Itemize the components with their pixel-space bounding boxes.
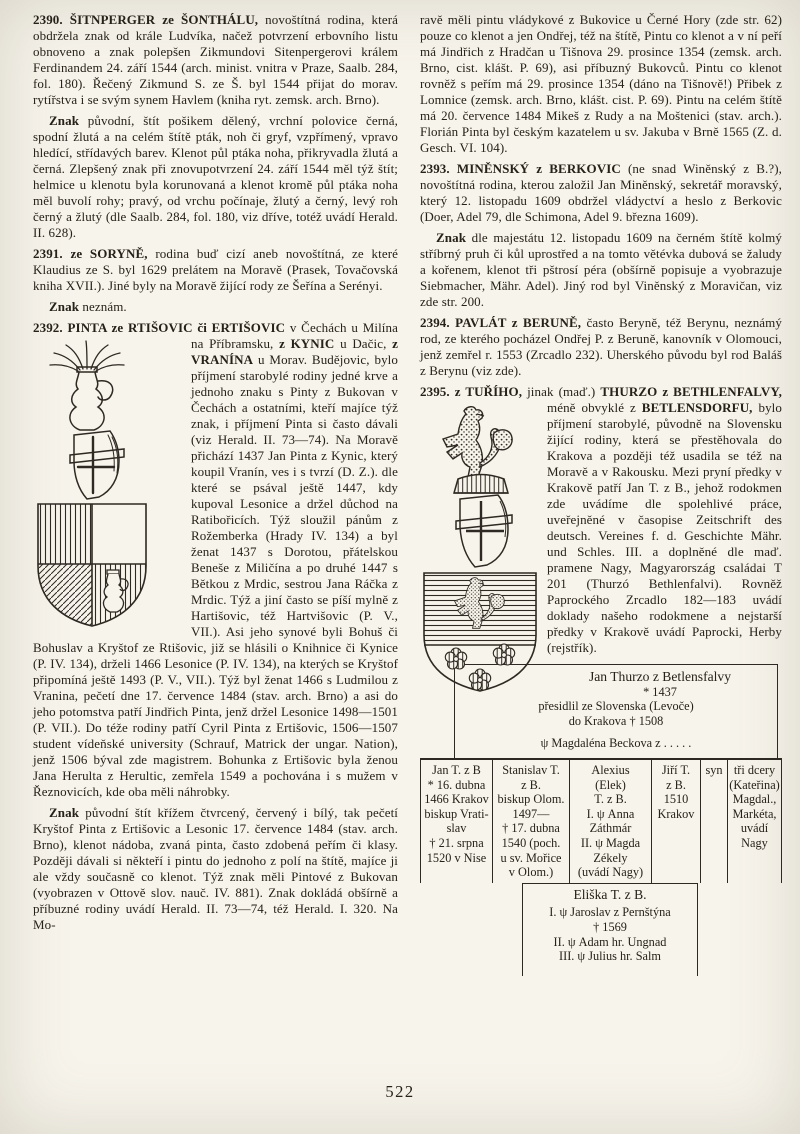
- text-line: (uvádí Nagy): [577, 865, 644, 880]
- text-line: Eliška T. z B.: [573, 886, 647, 902]
- text-segment: rodina buď cizí aneb novoštítná, ze které Klaudius ze S. byl 1629 prelátem na Moravě (Prasek, Tovačovská kniha XVII.). Jiné byly na Moravě žijící rody ze Šeřína a Serényi.: [33, 246, 398, 293]
- ancestor-move-line1: přesidlil ze Slovenska (Levoče): [538, 699, 694, 714]
- text-segment: u Dačic,: [334, 336, 393, 351]
- left-column: [33, 12, 398, 938]
- children-row: [420, 760, 782, 883]
- thurzo-coat-of-arms-illustration: [420, 403, 542, 695]
- pinta-coat-of-arms-illustration: [33, 340, 183, 632]
- text-segment: 2393. MINĚNSKÝ z BERKOVIC: [420, 161, 621, 176]
- text-line: † 21. srpna: [429, 835, 484, 850]
- child-cell-jiri: [652, 760, 701, 883]
- text-line: III. ψ Julius hr. Salm: [559, 949, 661, 964]
- page-number: 522: [385, 1082, 415, 1101]
- text-segment: často Beryně, též Berynu, neznámý rod, ze kterého pocházel Ondřej P. z Beruně, kanovník v Olomouci, jenž zemřel r. 1553 (Zrcadlo 232). Uherského původu byl rod Baláš z Berynu (viz zde).: [420, 315, 782, 378]
- text-segment: ravě měli pintu vládykové z Bukovice u Černé Hory (zde str. 62) pouze co klenot a jen Ondřej, též na štítě, Pintu co klenot a v ní peří má Jindřich z Hradčan u Tišnova 29. prosince 1354 (zemsk. arch. Brno, cist. klášt. P. 69), asi příbuzný Bukovců. Pintu co klenot rovněž s peřím má 29. prosince 1354 (dáno na Tišnově!) Přibek z Lomnice (zemsk. arch. Brno, klášt. cist. P. 69). Pintu na celém štítě má 20. července 1484 Mikeš z Rudy a na Moštenici (stav. arch.). Florián Pinta byl českým kazatelem u sv. Jakuba v Brně 1565 (Z. d. Gesch. VI. 104).: [420, 12, 782, 155]
- text-segment: původní, štít pošikem dělený, vrchní polovice černá, spodní žlutá a na celém štítě pták, noh či gryf, vzpřímený, vpravo hledící, střídavých barev. Klenot půl ptáka noha, přikryvadla žlutá a černá. Zlepšený znak při znovupotvrzení 24. září 1544 měl týž štít; helmice u klenotu byla korunovaná a klenot kromě půl ptáka noha měl buvolí rohy; pravý, od vrchu počínaje, žlutý a černý, levý roh černý a žlutý (dle Saalb. 284, fol. 180, viz dříve, totéž uvádí Herald. II. 628).: [33, 113, 398, 240]
- thurzo-arms-drawing: [420, 403, 540, 693]
- text-line: biskup Vrati-: [424, 806, 489, 821]
- text-line: II. ψ Adam hr. Ungnad: [553, 934, 667, 949]
- text-line: I. ψ Jaroslav z Pernštýna: [549, 905, 671, 920]
- text-segment: BETLENSDORFU,: [641, 400, 753, 415]
- text-segment: novoštítná rodina, která obdržela znak od krále Ludvíka, načež potvrzení erbovního listu obnoveno a znak polepšen Zikmundovi Sitenpergerovi králem Ferdinandem 24. září 1544 (arch. minist. vnitra v Praze, Saalb. 284, fol. 180). Řečený Zikmund S. ze Š. byl 1544 přijat do morav. rytířstva i se svým synem Havlem (kniha ryt. zemsk. arch. Brno).: [33, 12, 398, 107]
- entry-2395-paragraph: [420, 384, 782, 656]
- text-line: tři dcery: [733, 762, 776, 777]
- text-segment: původní štít křížem čtvrcený, červený i bílý, tak pečetí Kryštof Pinta z Ertišovic a Lesonic 17. července 1484 (stav. arch. Brno), klenot nádoba, zvaná pinta, často zdobená peřím či klasy. Později dávali si někteří i pintu do jednoho z polí na štítě, majíce ji ale vždy současně co klenot. Týž znak měli Pintové z Bukovan (vyobrazen v Ottově slov. nauč. IV. 881). Znak dokládá obšírně a příbuzné rodiny uvádí Herald. II. 73—74, též Herald. I. 320. Na Mo-: [33, 805, 398, 932]
- text-line: † 17. dubna: [502, 821, 560, 836]
- text-segment: jinak (maď.): [522, 384, 601, 399]
- text-line: Magdal.,: [732, 792, 777, 807]
- text-segment: 2395. z TUŘÍHO,: [420, 384, 523, 399]
- text-line: (Kateřina): [729, 777, 780, 792]
- text-line: Stanislav T.: [502, 762, 560, 777]
- entry-2390-paragraph: [33, 12, 398, 108]
- text-segment: dle majestátu 12. listopadu 1609 na černém štítě kolmý stříbrný pruh či kůl uprostřed a na tomto větévka dubová se žaludy a kořenem, klenot tři pštrosí péra (obšírně popisuje a vyobrazuje Siebmacher, Mähr. Adel). Jiný rod byl Viněnský z Moravičan, viz zde str. 200.: [420, 230, 782, 309]
- entry-2392-continuation-paragraph: [420, 12, 782, 156]
- text-segment: u Morav. Budějovic, bylo příjmení starobylé rodiny jedné krve a jednoho znaku s Pinty z Bukovan v Čechách a ostatními, kteří majíce týž znak, i příjmení Pinta si často dávali (viz Herald. II. 73—74). Na Moravě přichází 1437 Jan Pinta z Kynic, který koupil Vranín, ves i s tvrzí (D. Z.). dle které se psával ještě 1447, kdy kupoval Lesonice a držel důchod na Ratibořicích. Týž sloužil pánům z Rožemberka (Hrady IV. 134) a byl ženat 1437 s Dorotou, přátelskou Beneše z Miličína a po druhé 1447 s Bětkou z Mrdic, sestrou Jana Ráčka z Mrdic. Týž a jiní často se píší mylně z Hartišovic, též Hartvišovic (P. V., VII.). Asi jeho synové byli Bohuš či Bohuslav a Kryštof ze Rtišovic, již se hlásili o Knihnice či Kynice (P. IV. 134), drželi 1466 Lesonice (P. IV. 134), na kterých se Kryštof připomíná ještě 1493 (P. V., VII.). Týž byl ženat 1466 s Ludmilou z Vranina, pečetí dne 17. července 1484 (stav. arch. Brno) a asi do jeho potomstva patří Jindřich Pinta, jenž držel Lesonice 1498—1501 (P. VII.). Do téže rodiny patří Cyril Pinta z Ertišovic, 1506—1507 student vídeňské university (Schrauf, Matrick der ungar. Nation), jenž 1506 býval zde magistrem. Bohunka z Ertišovic byla ženou Jana Herulta z Herultic, zemřela 1549 a pochována i s mužem v Řeznovicích, kde oba měli náhrobky.: [33, 352, 398, 799]
- child-cell-stanislav: [493, 760, 570, 883]
- text-line: v Olom.): [508, 865, 554, 880]
- entry-2390-blazon-paragraph: [33, 113, 398, 241]
- text-line: 1497—: [512, 806, 550, 821]
- text-segment: z VRANÍNA: [191, 336, 398, 367]
- entry-2391-paragraph: [33, 246, 398, 294]
- text-segment: THURZO z BETHLENFALVY,: [600, 384, 783, 399]
- text-segment: Znak: [49, 805, 80, 820]
- text-line: u sv. Mořice: [500, 850, 562, 865]
- text-segment: bylo příjmení starobylé, původně na Slovensku žijící rodiny, která se přestěhovala do Krakova a později též usadila se též na Moravě a v Rakousku. Mezi pryní předky v Krakově patří Jan T. z B., jehož rodokmen zde uvádíme dle spolehlivé práce, uveřejněné v časopise Zeitschrift des deutsch. Vereines f. d. Geschichte Mähr. und Schles. III. a doplněné dle maď. pramene Nagy, Magyarország családai T 201 (Thurzó Bethlenfalvi). Rovněž Paprockého Zrcadlo 182—183 uvádí doklady našeho rodokmene a nejstarší předky v Krakově uvádí Paprocki, Herby (rejstřík).: [547, 400, 782, 655]
- text-line: z B.: [666, 777, 686, 792]
- eliska-descendant-box: [522, 883, 698, 976]
- ancestor-birth: * 1437: [643, 684, 677, 699]
- ancestor-name: Jan Thurzo z Betlensfalvy: [588, 669, 732, 684]
- text-line: biskup Olom.: [497, 792, 565, 807]
- text-line: 1510: [663, 792, 689, 807]
- entry-2392-blazon-paragraph: [33, 805, 398, 933]
- ancestor-move-line2: do Krakova † 1508: [568, 713, 664, 728]
- text-segment: (ne snad Winěnský z B.?), novoštítná rodina, kterou založil Jan Miněnský, sekretář moravský, který 12. listopadu 1609 obdržel vládyctví a heslo z Berkovic (Doer, Adel 79, dle Schimona, Adel 9. března 1609).: [420, 161, 782, 224]
- entry-2395-lead-text: [420, 384, 782, 399]
- text-line: 1540 (poch.: [501, 835, 561, 850]
- child-cell-jan: [421, 760, 493, 883]
- text-segment: Znak: [49, 113, 80, 128]
- text-line: * 16. dubna: [427, 777, 486, 792]
- text-line: Jan T. z B: [432, 762, 481, 777]
- text-segment: 2390. ŠITNPERGER ze ŠONTHÁLU,: [33, 12, 259, 27]
- text-line: 1520 v Nise: [426, 850, 487, 865]
- text-segment: 2394. PAVLÁT z BERUNĚ,: [420, 315, 582, 330]
- text-line: 1466 Krakov: [424, 792, 489, 807]
- entry-2392-lead-text: [33, 320, 347, 335]
- entry-2395-body-text: [547, 400, 782, 655]
- text-line: Nagy: [741, 835, 768, 850]
- entry-2391-blazon-paragraph: [33, 299, 398, 315]
- text-segment: Znak: [49, 299, 80, 314]
- text-line: Zékely: [593, 850, 628, 865]
- genealogy-table: [420, 664, 782, 976]
- pinta-arms-drawing: [33, 340, 151, 628]
- text-line: T. z B.: [594, 792, 627, 807]
- text-segment: v Čechách: [285, 320, 347, 335]
- text-line: Jiří T.: [661, 762, 691, 777]
- text-line: z B.: [521, 777, 541, 792]
- text-line: I. ψ Anna: [586, 806, 635, 821]
- text-line: Záthmár: [589, 821, 632, 836]
- text-line: II. ψ Magda: [580, 835, 641, 850]
- text-segment: u Milína na Příbramsku,: [191, 320, 398, 351]
- text-line: Markéta,: [732, 806, 777, 821]
- text-line: (Elek): [595, 777, 626, 792]
- text-line: uvádí: [740, 821, 769, 836]
- entry-2392-paragraph: [33, 320, 398, 800]
- text-segment: Znak: [436, 230, 467, 245]
- text-segment: 2392. PINTA ze RTIŠOVIC či ERTIŠOVIC: [33, 320, 286, 335]
- entry-2393-paragraph: [420, 161, 782, 225]
- text-line: † 1569: [593, 919, 627, 934]
- right-column: [420, 12, 782, 976]
- text-line: slav: [446, 821, 467, 836]
- ancestor-marriage: ψ Magdaléna Beckova z . . . . .: [540, 736, 692, 751]
- text-segment: méně obvyklé z: [547, 400, 642, 415]
- text-segment: 2391. ze SORYNĚ,: [33, 246, 148, 261]
- text-line: syn: [705, 762, 723, 777]
- child-cell-syn: [701, 760, 728, 883]
- text-segment: z KYNIC: [279, 336, 335, 351]
- entry-2394-paragraph: [420, 315, 782, 379]
- text-segment: neznám.: [79, 299, 127, 314]
- child-cell-alexius: [570, 760, 652, 883]
- text-line: Alexius: [591, 762, 630, 777]
- entry-2393-blazon-paragraph: [420, 230, 782, 310]
- child-cell-daughters: [728, 760, 781, 883]
- text-line: Krakov: [657, 806, 695, 821]
